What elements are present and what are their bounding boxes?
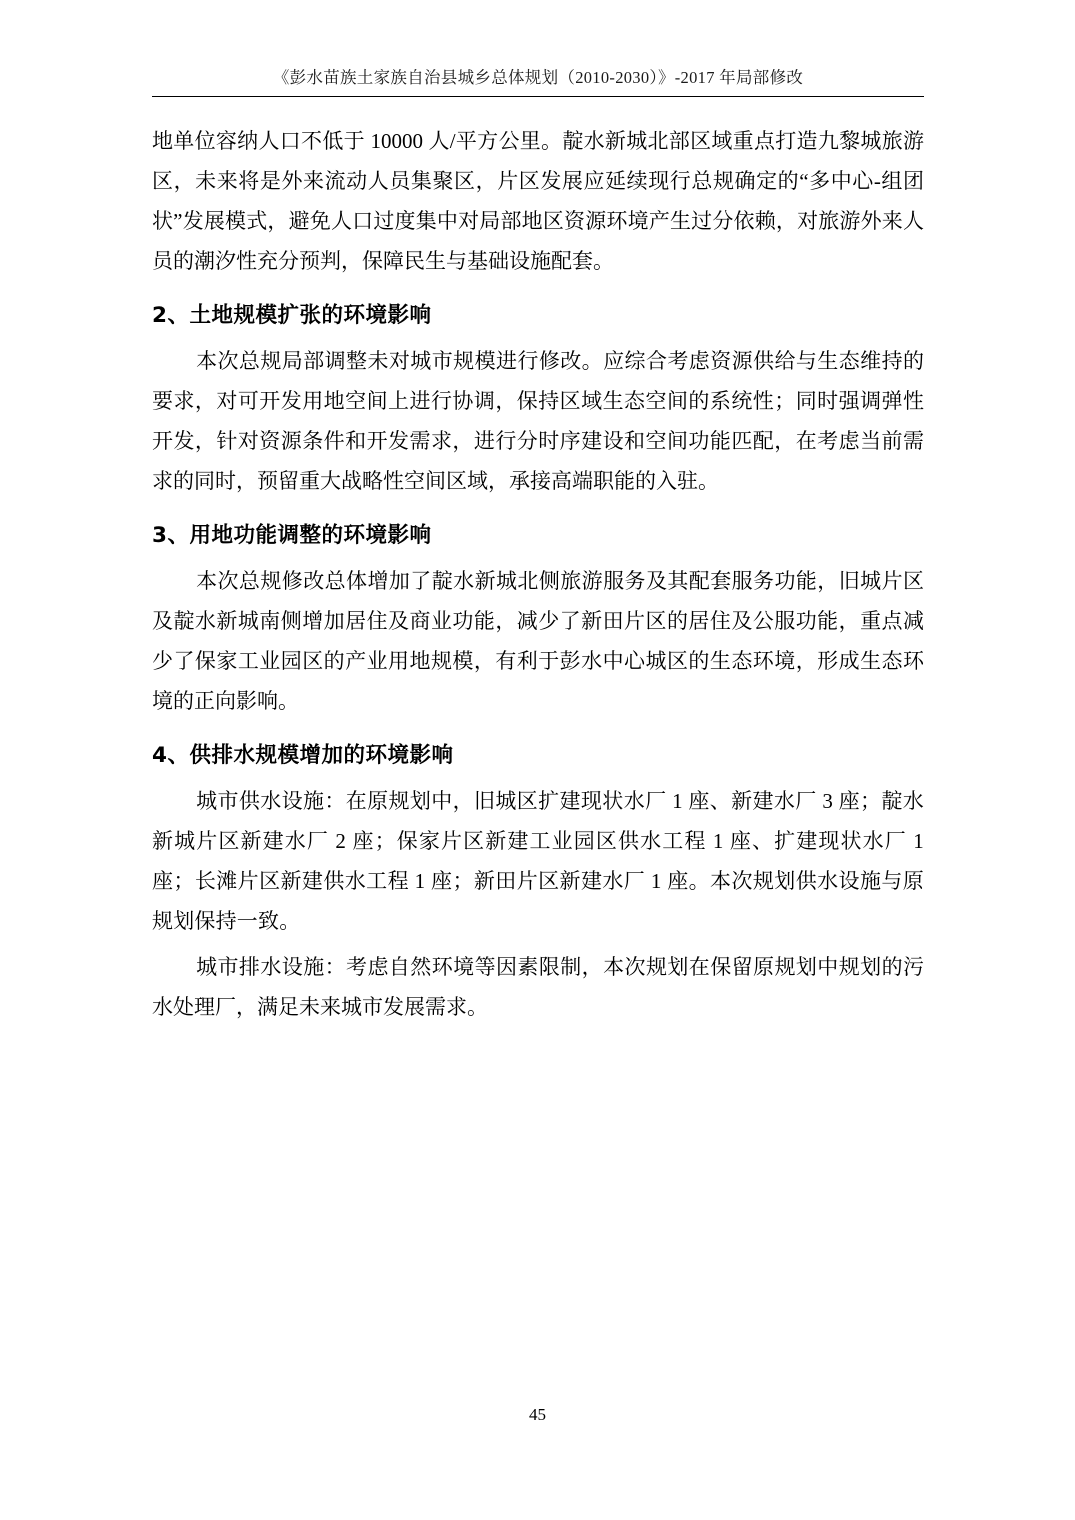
paragraph-3: 本次总规修改总体增加了靛水新城北侧旅游服务及其配套服务功能，旧城片区及靛水新城南侧增加居住及商业功能，减少了新田片区的居住及公服功能，重点减少了保家工业园区的产业用地规模，有利于彭水中心城区的生态环境，形成生态环境的正向影响。 [152, 569, 924, 713]
paragraph-continued-block [152, 121, 924, 281]
header-divider [152, 96, 924, 97]
paragraph-4a: 城市供水设施：在原规划中，旧城区扩建现状水厂 1 座、新建水厂 3 座；靛水新城片区新建水厂 2 座；保家片区新建工业园区供水工程 1 座、扩建现状水厂 1 座；长滩片区新建供水工程 1 座；新田片区新建水厂 1 座。本次规划供水设施与原规划保持一致。 [152, 789, 924, 933]
paragraph-3-block [152, 561, 924, 721]
running-header: 《彭水苗族土家族自治县城乡总体规划（2010-2030）》-2017 年局部修改 [272, 68, 804, 87]
paragraph-4b: 城市排水设施：考虑自然环境等因素限制，本次规划在保留原规划中规划的污水处理厂，满足未来城市发展需求。 [152, 955, 924, 1019]
paragraph-2-block [152, 341, 924, 501]
paragraph-continued: 地单位容纳人口不低于 10000 人/平方公里。靛水新城北部区域重点打造九黎城旅游区，未来将是外来流动人员集聚区，片区发展应延续现行总规确定的“多中心-组团状”发展模式，避免人口过度集中对局部地区资源环境产生过分依赖，对旅游外来人员的潮汐性充分预判，保障民生与基础设施配套。 [152, 129, 924, 273]
section-heading-3: 3、用地功能调整的环境影响 [152, 523, 432, 548]
paragraph-2: 本次总规局部调整未对城市规模进行修改。应综合考虑资源供给与生态维持的要求，对可开发用地空间上进行协调，保持区域生态空间的系统性；同时强调弹性开发，针对资源条件和开发需求，进行分时序建设和空间功能匹配，在考虑当前需求的同时，预留重大战略性空间区域，承接高端职能的入驻。 [152, 349, 924, 493]
paragraph-4a-block [152, 781, 924, 941]
section-heading-4: 4、供排水规模增加的环境影响 [152, 743, 454, 768]
section-heading-2: 2、土地规模扩张的环境影响 [152, 303, 432, 328]
page-content [152, 64, 924, 1033]
paragraph-4b-block [152, 947, 924, 1027]
page-number: 45 [529, 1405, 546, 1424]
